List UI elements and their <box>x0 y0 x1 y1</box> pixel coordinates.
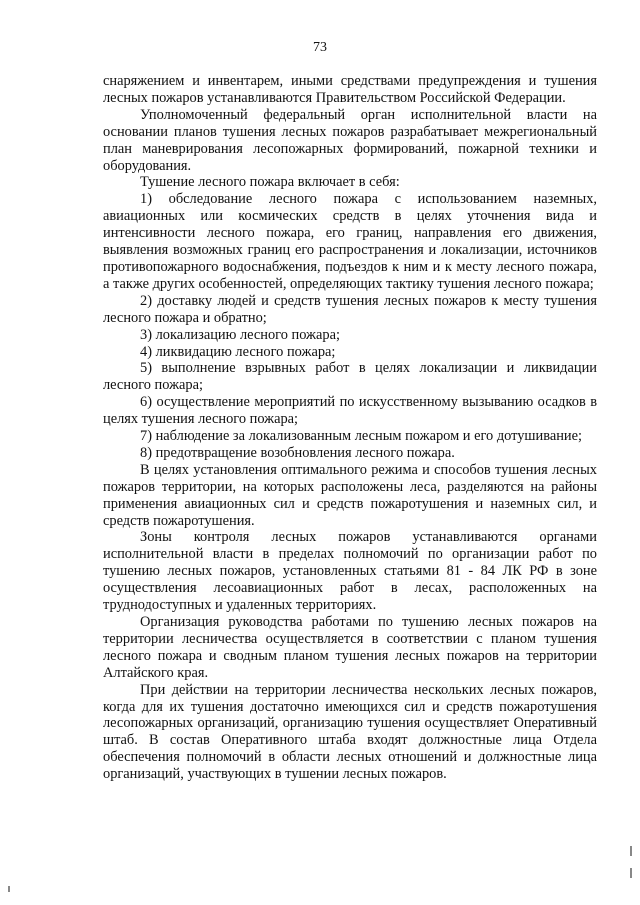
list-item-4: 4) ликвидацию лесного пожара; <box>140 343 336 360</box>
page-number: 73 <box>313 40 327 55</box>
paragraph-continuation: снаряжением и инвентарем, иными средствами предупреждения и тушения лесных пожаров устанавливаются Правительством Российской Федерации. <box>103 73 597 106</box>
paragraph-control-zones: Зоны контроля лесных пожаров устанавливаются органами исполнительной власти в пределах полномочий по организации работ по тушению лесных пожаров, установленных статьями 81 - 84 ЛК РФ в зоне осуществления лесоавиационных работ в лесах, расположенных на труднодоступных и удаленных территориях. <box>103 529 597 614</box>
scan-artifact-mark <box>630 846 632 856</box>
paragraph-federal-plan: Уполномоченный федеральный орган исполнительной власти на основании планов тушения лесных пожаров разрабатывает межрегиональный план маневрирования лесопожарных формирований, пожарной техники и оборудования. <box>103 106 597 174</box>
list-item-2: 2) доставку людей и средств тушения лесных пожаров к месту тушения лесного пожара и обратно; <box>103 292 597 326</box>
paragraph-management: Организация руководства работами по тушению лесных пожаров на территории лесничества осуществляется в соответствии с планом тушения лесного пожара и сводным планом тушения лесных пожаров на территории Алтайского края. <box>103 614 597 681</box>
paragraph-districts: В целях установления оптимального режима и способов тушения лесных пожаров территории, на которых расположены леса, разделяются на районы применения авиационных сил и средств пожаротушения и наземных сил, и средств пожаротушения. <box>103 461 597 529</box>
list-item-8: 8) предотвращение возобновления лесного пожара. <box>140 444 455 461</box>
paragraph-operational-hq: При действии на территории лесничества нескольких лесных пожаров, когда для их тушения достаточно имеющихся сил и средств пожаротушения лесопожарных организаций, организацию тушения осуществляет Оперативный штаб. В состав Оперативного штаба входят должностные лица Отдела обеспечения полномочий в области лесных отношений и должностные лица организаций, участвующих в тушении лесных пожаров. <box>103 681 597 783</box>
list-item-6: 6) осуществление мероприятий по искусственному вызыванию осадков в целях тушения лесного пожара; <box>103 394 597 428</box>
list-item-7: 7) наблюдение за локализованным лесным пожаром и его дотушивание; <box>140 428 582 445</box>
scan-artifact-mark <box>630 868 632 878</box>
paragraph-list-intro: Тушение лесного пожара включает в себя: <box>140 174 400 191</box>
list-item-1: 1) обследование лесного пожара с использованием наземных, авиационных или космических средств в целях уточнения вида и интенсивности лесного пожара, его границ, направления его движения, выявления возможных границ его распространения и локализации, источников противопожарного водоснабжения, подъездов к ним и к месту лесного пожара, а также других особенностей, определяющих тактику тушения лесного пожара; <box>103 191 597 292</box>
list-item-3: 3) локализацию лесного пожара; <box>140 326 340 343</box>
scan-artifact-mark <box>8 886 10 892</box>
text-body <box>103 73 597 783</box>
list-item-5: 5) выполнение взрывных работ в целях локализации и ликвидации лесного пожара; <box>103 360 597 394</box>
